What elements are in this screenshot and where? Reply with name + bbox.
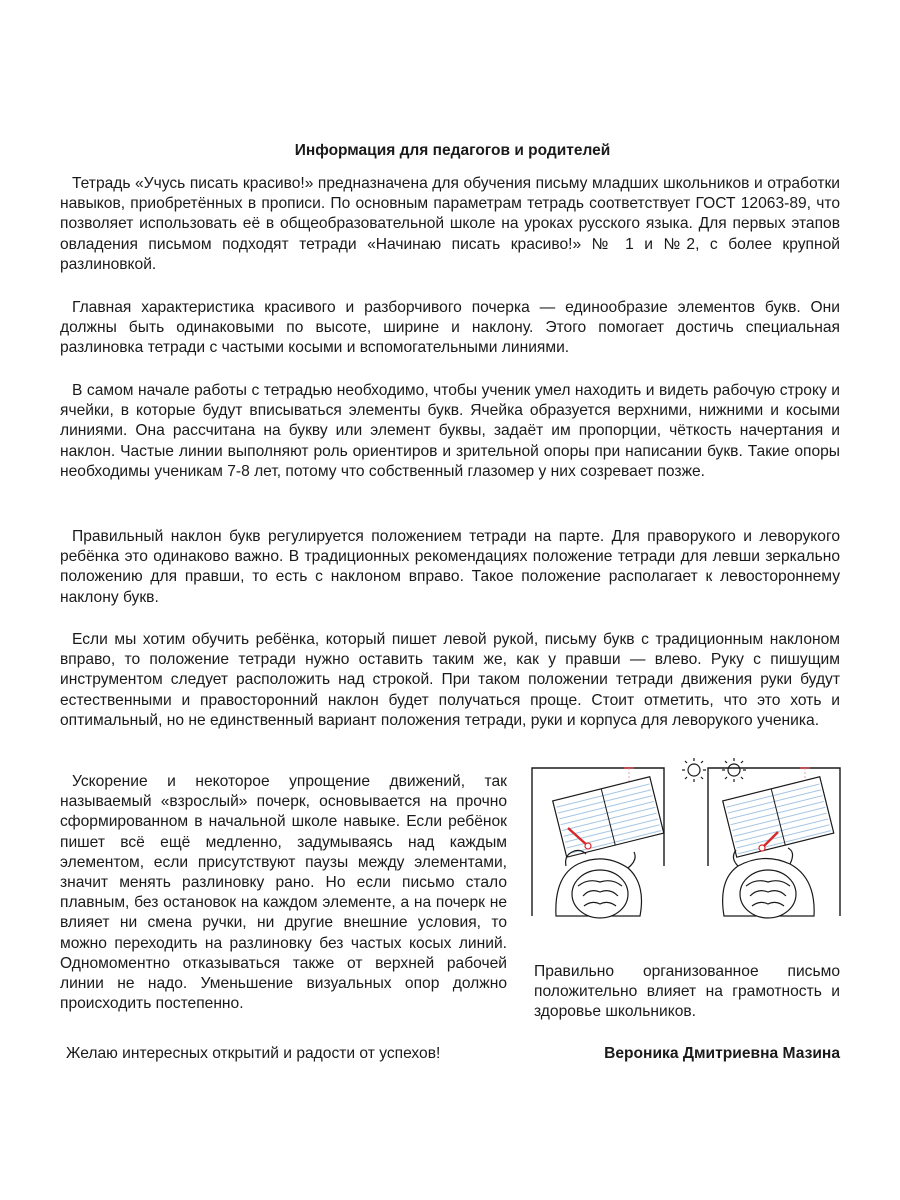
paragraph-adult-handwriting: Ускорение и некоторое упрощение движений, так называемый «взрослый» почерк, основывается на прочно сформированном в начальной школе навыке. Если ребёнок пишет всё ещё медленно, задумываясь над каждым элементом, если присутствуют паузы между элементами, значит менять разлиновку рано. Но если письмо стало плавным, без остановок на каждом элементе, а на почерк не влияет ни смена ручки, ни другие внешние условия, то можно переходить на разлиновку без частых косых линий. Одномоментно отказываться также от верхней рабочей линии не надо. Уменьшение визуальных опор должно происходить постепенно. — [60, 773, 507, 1013]
illustration-caption: Правильно организованное письмо положительно влияет на грамотность и здоровье школьников. — [534, 963, 840, 1021]
paragraph-notebook-slant: Правильный наклон букв регулируется положением тетради на парте. Для праворукого и леворукого ребёнка это одинаково важно. В традиционных рекомендациях положение тетради для левши зеркально положению для правши, то есть с наклоном вправо. Такое положение располагает к левостороннему наклону букв. — [60, 528, 840, 606]
page-title: Информация для педагогов и родителей — [294, 142, 611, 159]
paragraph-left-handed: Если мы хотим обучить ребёнка, который пишет левой рукой, письму букв с традиционным наклоном вправо, то положение тетради нужно оставить таким же, как у правши — влево. Руку с пишущим инструментом следует расположить над строкой. При таком положении тетради движения руки будут естественными и правосторонний наклон будет получаться проще. Стоит отметить, что это хоть и оптимальный, но не единственный вариант положения тетради, руки и корпуса для леворукого ученика. — [60, 631, 840, 729]
sun-icon — [682, 758, 706, 782]
left-notebook — [553, 777, 664, 857]
right-child-figure — [723, 848, 815, 918]
author-signature: Вероника Дмитриевна Мазина — [604, 1045, 840, 1062]
left-desk-scene — [532, 768, 664, 918]
paragraph-handwriting-characteristic: Главная характеристика красивого и разборчивого почерка — единообразие элементов букв. Они должны быть одинаковыми по высоте, ширине и наклону. Этого помогает достичь специальная разлиновка тетради с частыми косыми и вспомогательными линиями. — [60, 299, 840, 357]
paragraph-notebook-purpose: Тетрадь «Учусь писать красиво!» предназначена для обучения письму младших школьников и отработки навыков, приобретённых в прописи. По основным параметрам тетрадь соответствует ГОСТ 12063-89, что позволяет использовать её в общеобразовательной школе на уроках русского языка. Для первых этапов овладения письмом подходят тетради «Начинаю писать красиво!» № 1 и №2, с более крупной разлиновкой. — [60, 175, 840, 273]
right-notebook — [723, 777, 834, 857]
sun-icon — [722, 758, 746, 782]
right-desk-scene — [708, 768, 840, 918]
closing-wish: Желаю интересных открытий и радости от успехов! — [66, 1045, 441, 1062]
paragraph-working-line: В самом начале работы с тетрадью необходимо, чтобы ученик умел находить и видеть рабочую строку и ячейки, в которые будут вписываться элементы букв. Ячейка образуется верхними, нижними и косыми линиями. Она рассчитана на букву или элемент буквы, задаёт им пропорции, чёткость начертания и наклон. Частые линии выполняют роль ориентиров и зрительной опоры при написании букв. Такие опоры необходимы ученикам 7-8 лет, потому что собственный глазомер у них созревает позже. — [60, 382, 840, 480]
writing-posture-illustration — [528, 756, 844, 956]
left-child-figure — [556, 850, 642, 918]
